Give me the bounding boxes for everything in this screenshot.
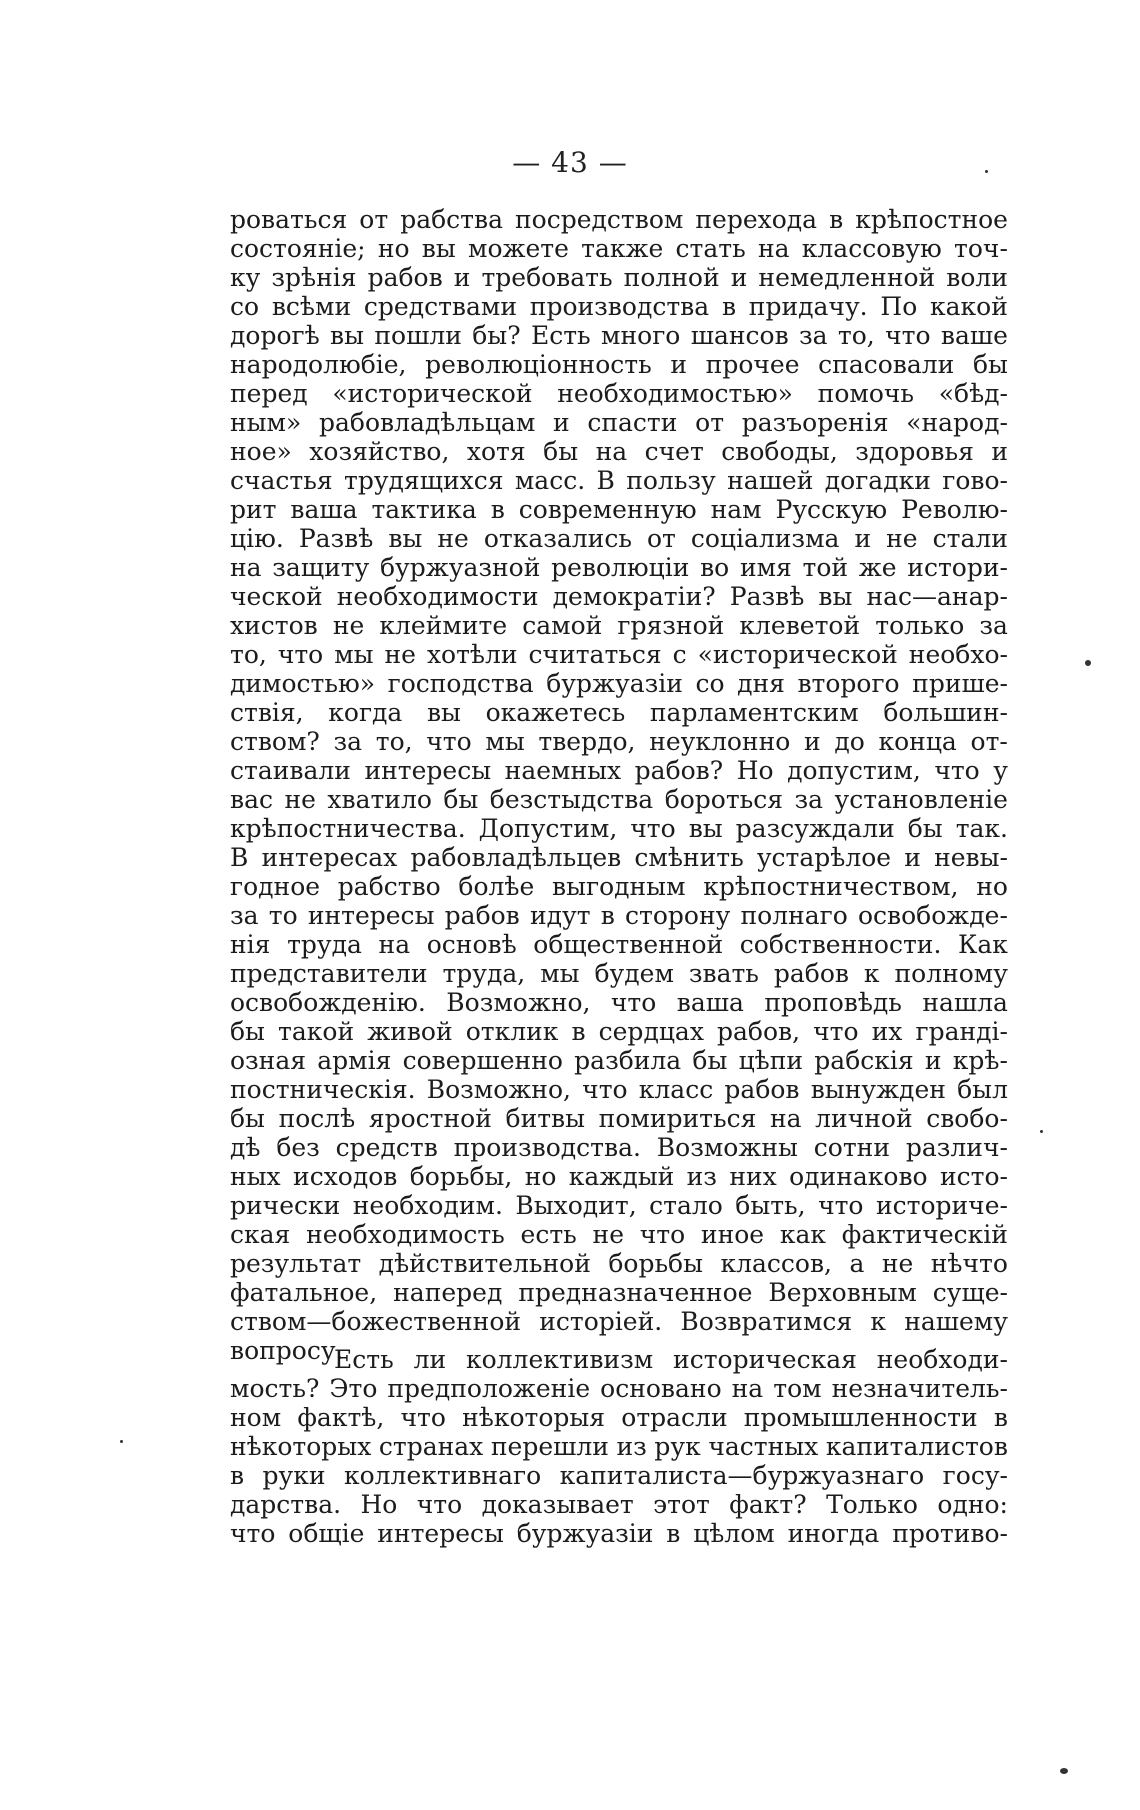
text-line: ное» хозяйство, хотя бы на счет свободы, здоровья и <box>230 437 1008 466</box>
text-line: результат дѣйствительной борьбы классов, а не нѣчто <box>230 1249 1008 1278</box>
text-line: состояніе; но вы можете также стать на классовую точ- <box>230 234 1008 263</box>
text-line: перед «исторической необходимостью» помочь «бѣд- <box>230 379 1008 408</box>
text-line: В интересах рабовладѣльцев смѣнить устарѣлое и невы- <box>230 843 1008 872</box>
text-line: димостью» господства буржуазіи со дня второго прише- <box>230 669 1008 698</box>
text-line: в руки коллективнаго капиталиста—буржуазнаго госу- <box>230 1461 1008 1490</box>
text-line: ская необходимость есть не что иное как фактическій <box>230 1220 1008 1249</box>
text-line: нѣкоторых странах перешли из рук частных капиталистов <box>230 1432 1008 1461</box>
text-line: представители труда, мы будем звать рабов к полному <box>230 959 1008 988</box>
text-line: счастья трудящихся масс. В пользу нашей догадки гово- <box>230 466 1008 495</box>
text-line: мость? Это предположеніе основано на том незначитель- <box>230 1374 1008 1403</box>
text-line: рически необходим. Выходит, стало быть, что историче- <box>230 1191 1008 1220</box>
text-line: дорогѣ вы пошли бы? Есть много шансов за то, что ваше <box>230 321 1008 350</box>
text-line: крѣпостничества. Допустим, что вы разсуждали бы так. <box>230 814 1008 843</box>
text-line: ку зрѣнія рабов и требовать полной и немедленной воли <box>230 263 1008 292</box>
text-line: ном фактѣ, что нѣкоторыя отрасли промышленности в <box>230 1403 1008 1432</box>
text-line: ных исходов борьбы, но каждый из них одинаково исто- <box>230 1162 1008 1191</box>
text-line: освобожденію. Возможно, что ваша проповѣдь нашла <box>230 988 1008 1017</box>
text-line: озная армія совершенно разбила бы цѣпи рабскія и крѣ- <box>230 1046 1008 1075</box>
text-line: то, что мы не хотѣли считаться с «исторической необхо- <box>230 640 1008 669</box>
text-line: бы такой живой отклик в сердцах рабов, что их гранді- <box>230 1017 1008 1046</box>
scan-speck <box>1040 1130 1043 1133</box>
text-line: постническія. Возможно, что класс рабов вынужден был <box>230 1075 1008 1104</box>
text-line: за то интересы рабов идут в сторону полнаго освобожде- <box>230 901 1008 930</box>
text-line: ством—божественной исторіей. Возвратимся к нашему <box>230 1307 1008 1336</box>
text-line: хистов не клеймите самой грязной клеветой только за <box>230 611 1008 640</box>
text-line: фатальное, наперед предназначенное Верховным суще- <box>230 1278 1008 1307</box>
paragraph-2 <box>230 1345 1008 1548</box>
text-line: дѣ без средств производства. Возможны сотни различ- <box>230 1133 1008 1162</box>
text-line: роваться от рабства посредством перехода в крѣпостное <box>230 205 1008 234</box>
scan-speck <box>1060 1768 1068 1774</box>
scan-speck <box>985 170 988 173</box>
text-line: рит ваша тактика в современную нам Русскую Револю- <box>230 495 1008 524</box>
page-number: — 43 — <box>512 146 628 179</box>
paragraph-1 <box>230 205 1008 1365</box>
text-line: цію. Развѣ вы не отказались от соціализма и не стали <box>230 524 1008 553</box>
text-line: вопросу. <box>230 1336 344 1365</box>
text-line: бы послѣ яростной битвы помириться на личной свобо- <box>230 1104 1008 1133</box>
text-line: нія труда на основѣ общественной собственности. Как <box>230 930 1008 959</box>
text-line: дарства. Но что доказывает этот факт? Только одно: <box>230 1490 1008 1519</box>
text-line: ным» рабовладѣльцам и спасти от разъоренія «народ- <box>230 408 1008 437</box>
text-line: вас не хватило бы безстыдства бороться за установленіе <box>230 785 1008 814</box>
text-line: на защиту буржуазной революціи во имя той же истори- <box>230 553 1008 582</box>
text-line: стаивали интересы наемных рабов? Но допустим, что у <box>230 756 1008 785</box>
text-line: Есть ли коллективизм историческая необходи- <box>334 1345 1008 1374</box>
scan-speck <box>1085 660 1091 666</box>
text-line: что общіе интересы буржуазіи в цѣлом иногда противо- <box>230 1519 1008 1548</box>
text-line: ческой необходимости демократіи? Развѣ вы нас—анар- <box>230 582 1008 611</box>
scan-speck <box>120 1440 123 1443</box>
text-line: со всѣми средствами производства в придачу. По какой <box>230 292 1008 321</box>
text-line: народолюбіе, революціонность и прочее спасовали бы <box>230 350 1008 379</box>
text-line: годное рабство болѣе выгодным крѣпостничеством, но <box>230 872 1008 901</box>
text-line: ством? за то, что мы твердо, неуклонно и до конца от- <box>230 727 1008 756</box>
text-line: ствія, когда вы окажетесь парламентским большин- <box>230 698 1008 727</box>
